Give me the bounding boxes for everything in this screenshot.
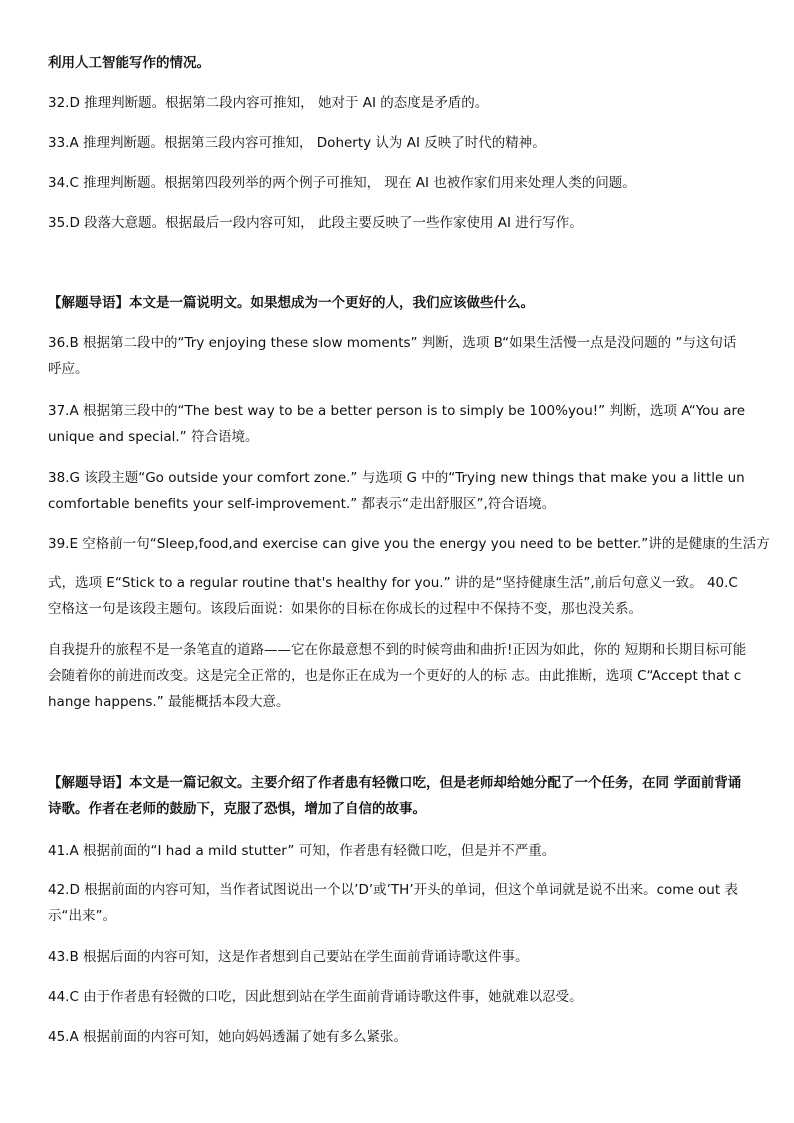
- guide-passage-3: 【解题导语】本文是一篇记叙文。主要介绍了作者患有轻微口吃，但是老师却给她分配了一个任务，在同 学面前背诵诗歌。作者在老师的鼓励下，克服了恐惧，增加了自信的故事。: [48, 775, 742, 817]
- answer-41: 41.A 根据前面的“I had a mild stutter” 可知，作者患有轻微口吃，但是并不严重。: [48, 843, 556, 859]
- answer-36: 36.B 根据第二段中的“Try enjoying these slow moments” 判断，选项 B“如果生活慢一点是没问题的 ”与这句话呼应。: [48, 335, 737, 377]
- guide-passage-2: 【解题导语】本文是一篇说明文。如果想成为一个更好的人，我们应该做些什么。: [48, 295, 534, 311]
- answer-42: 42.D 根据前面的内容可知，当作者试图说出一个以’D’或’TH’开头的单词，但这个单词就是说不出来。come out 表示“出来”。: [48, 882, 738, 924]
- answer-44: 44.C 由于作者患有轻微的口吃，因此想到站在学生面前背诵诗歌这件事，她就难以忍受。: [48, 989, 583, 1005]
- answer-45: 45.A 根据前面的内容可知，她向妈妈透漏了她有多么紧张。: [48, 1029, 407, 1045]
- answer-40-line: 空格这一句是该段主题句。该段后面说：如果你的目标在你成长的过程中不保持不变，那也没关系。: [48, 601, 642, 617]
- answer-38: 38.G 该段主题“Go outside your comfort zone.” 与选项 G 中的“Trying new things that make you a little uncomfortable benefits your self-improvement.” 都表示“走出舒服区”,符合语境。: [48, 470, 745, 512]
- answer-35: 35.D 段落大意题。根据最后一段内容可知， 此段主要反映了一些作家使用 AI 进行写作。: [48, 215, 583, 231]
- answer-37: 37.A 根据第三段中的“The best way to be a better person is to simply be 100%you!” 判断，选项 A“You are unique and special.” 符合语境。: [48, 403, 746, 445]
- answer-39-line-2: 式，选项 E“Stick to a regular routine that's healthy for you.” 讲的是“坚持健康生活”,前后句意义一致。 40.C: [48, 575, 738, 591]
- paragraph-intro-end: 利用人工智能写作的情况。: [48, 55, 210, 71]
- answer-33: 33.A 推理判断题。根据第三段内容可推知， Doherty 认为 AI 反映了时代的精神。: [48, 135, 546, 151]
- answer-34: 34.C 推理判断题。根据第四段列举的两个例子可推知， 现在 AI 也被作家们用来处理人类的问题。: [48, 175, 636, 191]
- answer-40-paragraph: 自我提升的旅程不是一条笔直的道路——它在你最意想不到的时候弯曲和曲折!正因为如此，你的 短期和长期目标可能会随着你的前进而改变。这是完全正常的，也是你正在成为一个更好的人的标 志。由此推断，选项 C“Accept that change happens.” 最能概括本段大意。: [48, 642, 747, 710]
- answer-32: 32.D 推理判断题。根据第二段内容可推知， 她对于 AI 的态度是矛盾的。: [48, 95, 489, 111]
- answer-39-line-1: 39.E 空格前一句“Sleep,food,and exercise can give you the energy you need to be better.”讲的是健康的生活方: [48, 536, 770, 552]
- answer-43: 43.B 根据后面的内容可知，这是作者想到自己要站在学生面前背诵诗歌这件事。: [48, 949, 529, 965]
